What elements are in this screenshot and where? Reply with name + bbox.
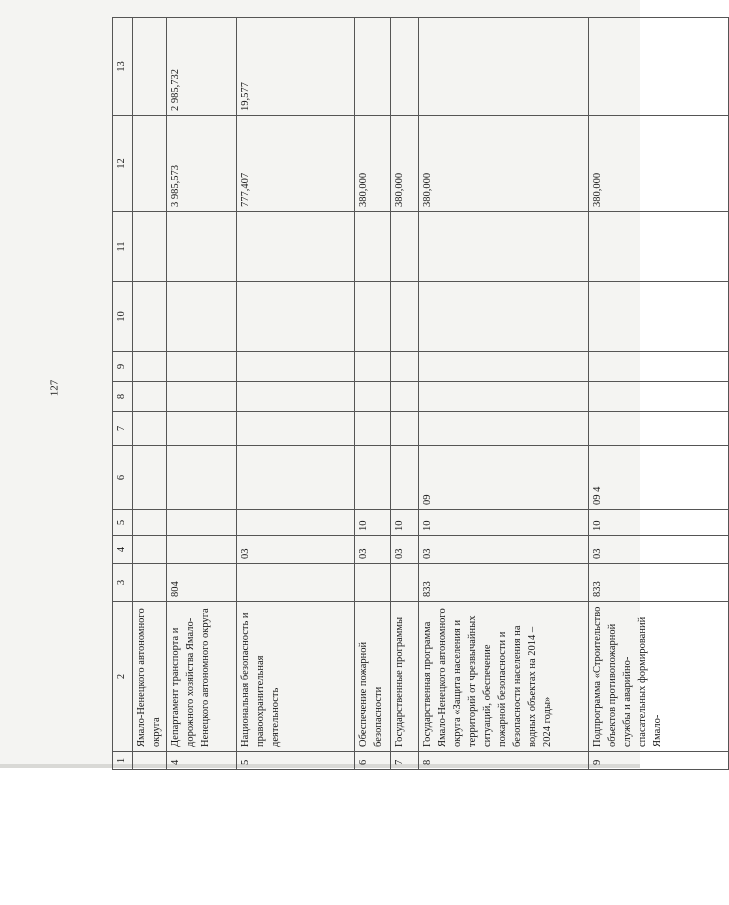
budget-table	[112, 17, 729, 770]
table-cell-col-7	[355, 412, 391, 446]
table-cell-col-6	[355, 446, 391, 510]
table-cell-col-13	[419, 18, 589, 116]
table-cell-col-12	[133, 116, 167, 212]
table-cell-col-3	[391, 564, 419, 602]
table-cell-col-11	[355, 212, 391, 282]
table-cell-col-10	[167, 282, 237, 352]
table-cell-col-10	[355, 282, 391, 352]
table-cell-col-1: 9	[589, 752, 729, 770]
table-cell-col-6	[167, 446, 237, 510]
table-row	[167, 18, 237, 770]
table-cell-col-13	[589, 18, 729, 116]
table-cell-col-9	[419, 352, 589, 382]
header-cell: 4	[113, 536, 133, 564]
table-cell-col-2: Национальная безопасность и правоохранительная деятельность	[237, 602, 355, 752]
table-cell-col-13: 19,577	[237, 18, 355, 116]
table-cell-col-5: 10	[391, 510, 419, 536]
table-cell-col-7	[419, 412, 589, 446]
table-cell-col-4	[167, 536, 237, 564]
table-cell-col-9	[133, 352, 167, 382]
table-cell-col-12: 380,000	[589, 116, 729, 212]
table-cell-col-11	[133, 212, 167, 282]
header-cell: 6	[113, 446, 133, 510]
table-row	[419, 18, 589, 770]
table-cell-col-3	[355, 564, 391, 602]
table-cell-col-4: 03	[355, 536, 391, 564]
table-cell-col-2: Обеспечение пожарной безопасности	[355, 602, 391, 752]
table-cell-col-7	[167, 412, 237, 446]
table-cell-col-3: 833	[419, 564, 589, 602]
table-row	[355, 18, 391, 770]
table-cell-col-1: 7	[391, 752, 419, 770]
table-cell-col-7	[237, 412, 355, 446]
table-cell-col-9	[391, 352, 419, 382]
table-cell-col-4	[133, 536, 167, 564]
table-cell-col-1: 5	[237, 752, 355, 770]
table-cell-col-8	[167, 382, 237, 412]
table-cell-col-5	[167, 510, 237, 536]
table-cell-col-7	[589, 412, 729, 446]
table-cell-col-12: 380,000	[391, 116, 419, 212]
table-cell-col-2: Государственные программы	[391, 602, 419, 752]
table-row	[237, 18, 355, 770]
table-cell-col-7	[133, 412, 167, 446]
header-cell: 12	[113, 116, 133, 212]
table-cell-col-4: 03	[391, 536, 419, 564]
page-number	[41, 368, 67, 408]
table-cell-col-9	[589, 352, 729, 382]
table-cell-col-2: Государственная программа Ямало-Ненецкого автономного округа «Защита населения и территорий от чрезвычайных ситуаций, обеспечение пожарной безопасности и безопасности населения на водных объектах на 2014 – 2024 годы»	[419, 602, 589, 752]
table-cell-col-8	[589, 382, 729, 412]
table-cell-col-7	[391, 412, 419, 446]
table-cell-col-12: 380,000	[355, 116, 391, 212]
table-cell-col-3	[133, 564, 167, 602]
table-row	[391, 18, 419, 770]
table-cell-col-5	[237, 510, 355, 536]
header-cell: 1	[113, 752, 133, 770]
table-cell-col-10	[133, 282, 167, 352]
table-cell-col-10	[391, 282, 419, 352]
table-cell-col-9	[167, 352, 237, 382]
table-cell-col-13: 2 985,732	[167, 18, 237, 116]
table-cell-col-4: 03	[237, 536, 355, 564]
table-row	[133, 18, 167, 770]
table-cell-col-6: 09 4	[589, 446, 729, 510]
header-cell: 9	[113, 352, 133, 382]
table-cell-col-5: 10	[355, 510, 391, 536]
table-cell-col-11	[167, 212, 237, 282]
table-cell-col-6: 09	[419, 446, 589, 510]
table-row	[589, 18, 729, 770]
table-cell-col-11	[237, 212, 355, 282]
header-cell: 8	[113, 382, 133, 412]
table-body	[113, 18, 729, 770]
table-cell-col-8	[391, 382, 419, 412]
table-cell-col-2: Подпрограмма «Строительство объектов противопожарной службы и аварийно-спасательных формирований Ямало-	[589, 602, 729, 752]
table-cell-col-8	[237, 382, 355, 412]
table-cell-col-11	[391, 212, 419, 282]
table-cell-col-6	[237, 446, 355, 510]
table-cell-col-8	[133, 382, 167, 412]
table-cell-col-5	[133, 510, 167, 536]
table-cell-col-1: 6	[355, 752, 391, 770]
table-cell-col-11	[419, 212, 589, 282]
table-cell-col-4: 03	[589, 536, 729, 564]
header-cell: 11	[113, 212, 133, 282]
table-cell-col-12: 380,000	[419, 116, 589, 212]
table-cell-col-5: 10	[419, 510, 589, 536]
header-cell: 2	[113, 602, 133, 752]
table-cell-col-10	[419, 282, 589, 352]
table-cell-col-10	[589, 282, 729, 352]
table-cell-col-1	[133, 752, 167, 770]
table-cell-col-1: 8	[419, 752, 589, 770]
page-number-text: 127	[48, 379, 60, 397]
table-cell-col-3: 804	[167, 564, 237, 602]
table-cell-col-10	[237, 282, 355, 352]
table-cell-col-3: 833	[589, 564, 729, 602]
table-cell-col-8	[419, 382, 589, 412]
table-cell-col-13	[391, 18, 419, 116]
table-cell-col-3	[237, 564, 355, 602]
header-cell: 5	[113, 510, 133, 536]
table-header-row	[113, 18, 133, 770]
header-cell: 3	[113, 564, 133, 602]
table-cell-col-8	[355, 382, 391, 412]
table-cell-col-13	[355, 18, 391, 116]
table-cell-col-2: Ямало-Ненецкого автономного округа	[133, 602, 167, 752]
table-cell-col-11	[589, 212, 729, 282]
table-cell-col-9	[237, 352, 355, 382]
table-cell-col-9	[355, 352, 391, 382]
table-cell-col-12: 777,407	[237, 116, 355, 212]
table-cell-col-6	[133, 446, 167, 510]
table-cell-col-12: 3 985,573	[167, 116, 237, 212]
table-cell-col-1: 4	[167, 752, 237, 770]
table-frame	[112, 18, 663, 770]
table-cell-col-2: Департамент транспорта и дорожного хозяйства Ямало-Ненецкого автономного округа	[167, 602, 237, 752]
header-cell: 7	[113, 412, 133, 446]
table-cell-col-6	[391, 446, 419, 510]
table-cell-col-5: 10	[589, 510, 729, 536]
table-cell-col-13	[133, 18, 167, 116]
rotated-table-wrapper	[112, 18, 663, 770]
table-cell-col-4: 03	[419, 536, 589, 564]
header-cell: 13	[113, 18, 133, 116]
header-cell: 10	[113, 282, 133, 352]
